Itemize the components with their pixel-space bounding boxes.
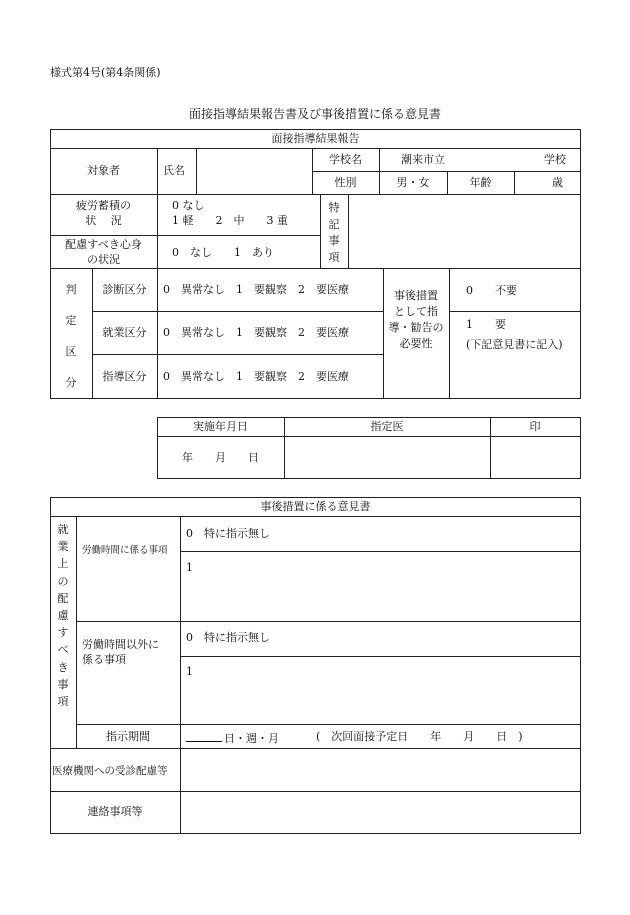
- medical-consideration-label: 医療機関への受診配慮等: [52, 765, 168, 777]
- work-hours-option-1[interactable]: 1: [186, 561, 193, 574]
- date-label: 実施年月日: [193, 420, 248, 433]
- mental-label-1: 配慮すべき心身: [65, 238, 142, 251]
- followup-label: 事後措置 として指 導・勧告の 必要性: [388, 289, 444, 350]
- fatigue-option-none[interactable]: 0 なし: [172, 199, 205, 212]
- other-detail-field[interactable]: [195, 661, 579, 723]
- followup-no[interactable]: 0 不要: [466, 284, 517, 297]
- period-entry[interactable]: [186, 730, 279, 747]
- work-consideration-label: 就 業 上 の 配 慮 す べ き 事 項: [57, 523, 69, 709]
- special-notes-label: 特 記 事 項: [328, 201, 340, 264]
- report-header: 面接指導結果報告: [271, 132, 360, 145]
- category-guidance-label: 指導区分: [102, 370, 147, 383]
- fatigue-label-2: 状 況: [85, 214, 122, 227]
- period-next-interview: ( 次回面接予定日 年 月 日 ): [316, 730, 523, 743]
- age-label: 年齢: [469, 176, 492, 189]
- doctor-field[interactable]: [285, 437, 489, 477]
- category-work-label: 就業区分: [102, 326, 147, 339]
- other-option-1[interactable]: 1: [186, 665, 193, 678]
- contact-label: 連絡事項等: [87, 805, 143, 818]
- work-hours-option-0[interactable]: 0 特に指示無し: [186, 527, 270, 540]
- seal-field[interactable]: [491, 437, 579, 477]
- main-title: 面接指導結果報告書及び事後措置に係る意見書: [188, 107, 441, 121]
- other-matters-label-2: 係る事項: [82, 653, 126, 666]
- category-guidance-options[interactable]: 0 異常なし 1 要観察 2 要医療: [163, 370, 349, 383]
- other-matters-label-1: 労働時間以外に: [82, 638, 159, 651]
- fatigue-option-levels[interactable]: 1 軽 2 中 3 重: [172, 214, 288, 227]
- contact-field[interactable]: [181, 792, 579, 832]
- school-suffix: 学校: [544, 153, 566, 166]
- special-notes-field[interactable]: [349, 195, 580, 267]
- judgment-label: 判 定 区 分: [65, 283, 77, 389]
- period-blank[interactable]: [186, 730, 222, 742]
- school-name-label: 学校名: [329, 153, 362, 166]
- mental-options[interactable]: 0 なし 1 あり: [172, 246, 274, 259]
- period-label: 指示期間: [106, 730, 150, 743]
- followup-note: (下記意見書に記入): [466, 338, 563, 351]
- medical-consideration-field[interactable]: [181, 749, 579, 790]
- school-prefix: 潮来市立: [401, 153, 445, 166]
- category-diagnosis-label: 診断区分: [102, 283, 147, 296]
- subject-label: 対象者: [87, 164, 120, 177]
- name-field[interactable]: [197, 149, 311, 193]
- name-label: 氏名: [163, 164, 185, 177]
- other-option-0[interactable]: 0 特に指示無し: [186, 631, 270, 644]
- gender-label: 性別: [334, 176, 357, 189]
- opinion-header: 事後措置に係る意見書: [260, 500, 371, 513]
- gender-options[interactable]: 男・女: [396, 176, 430, 189]
- category-work-options[interactable]: 0 異常なし 1 要観察 2 要医療: [163, 326, 349, 339]
- form-number: 様式第4号(第4条関係): [50, 66, 161, 79]
- mental-label-2: の状況: [87, 253, 120, 266]
- work-hours-label: 労働時間に係る事項: [82, 545, 168, 556]
- work-hours-detail-field[interactable]: [195, 556, 579, 620]
- age-unit: 歳: [552, 176, 563, 189]
- category-diagnosis-options[interactable]: 0 異常なし 1 要観察 2 要医療: [163, 283, 349, 296]
- seal-label: 印: [529, 420, 541, 433]
- period-units[interactable]: 日・週・月: [224, 732, 279, 745]
- doctor-label: 指定医: [370, 420, 404, 433]
- followup-yes[interactable]: 1 要: [466, 318, 506, 331]
- date-field[interactable]: 年 月 日: [182, 451, 259, 464]
- fatigue-label-1: 疲労蓄積の: [76, 199, 131, 212]
